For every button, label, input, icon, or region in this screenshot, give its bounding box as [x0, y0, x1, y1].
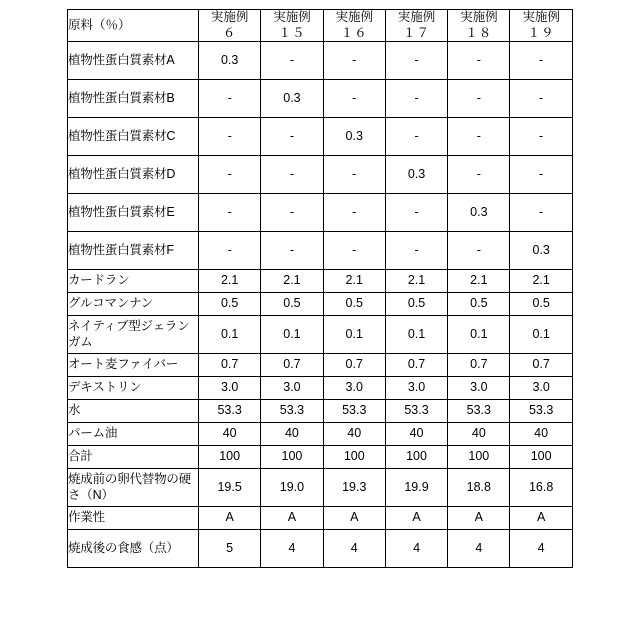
row-value: 40 [385, 423, 447, 446]
table-row [68, 354, 573, 377]
header-col-5-line1: 実施例 [460, 10, 498, 24]
row-value: - [510, 42, 572, 80]
row-value: 53.3 [199, 400, 261, 423]
row-value: 0.7 [385, 354, 447, 377]
row-value: 2.1 [448, 270, 510, 293]
row-label: 植物性蛋白質素材C [68, 118, 199, 156]
header-cell-col-4 [385, 10, 447, 42]
row-value: 53.3 [261, 400, 323, 423]
row-value: - [448, 42, 510, 80]
table-row [68, 316, 573, 354]
row-label: 作業性 [68, 507, 199, 530]
row-value: - [448, 80, 510, 118]
row-value: 100 [323, 446, 385, 469]
header-col-1-line2: ６ [222, 25, 237, 40]
row-value: - [385, 194, 447, 232]
row-value: 18.8 [448, 469, 510, 507]
row-label: 焼成前の卵代替物の硬さ（N） [68, 469, 199, 507]
row-value: 0.1 [448, 316, 510, 354]
row-value: A [385, 507, 447, 530]
row-value: - [261, 118, 323, 156]
row-label: 植物性蛋白質素材A [68, 42, 199, 80]
row-value: 100 [199, 446, 261, 469]
header-col-3-line1: 実施例 [335, 10, 373, 24]
table-row [68, 423, 573, 446]
row-value: 0.1 [323, 316, 385, 354]
header-cell-label: 原料（％） [68, 10, 199, 42]
row-value: - [448, 118, 510, 156]
row-value: 2.1 [199, 270, 261, 293]
row-value: - [199, 194, 261, 232]
row-value: - [323, 232, 385, 270]
row-value: - [385, 80, 447, 118]
row-value: 19.3 [323, 469, 385, 507]
table-header-row [68, 10, 573, 42]
row-value: 40 [323, 423, 385, 446]
row-value: - [448, 232, 510, 270]
table-row [68, 530, 573, 568]
row-value: 100 [385, 446, 447, 469]
row-value: - [323, 42, 385, 80]
header-col-1-line1: 実施例 [210, 10, 249, 24]
header-col-6-line2: １９ [527, 25, 555, 40]
row-value: 0.3 [448, 194, 510, 232]
row-value: 0.5 [448, 293, 510, 316]
row-label: 植物性蛋白質素材E [68, 194, 199, 232]
row-value: 40 [448, 423, 510, 446]
row-value: 4 [385, 530, 447, 568]
row-value: 2.1 [510, 270, 572, 293]
row-value: 3.0 [448, 377, 510, 400]
row-value: 0.7 [448, 354, 510, 377]
header-col-4-line1: 実施例 [397, 10, 436, 24]
row-value: 0.1 [199, 316, 261, 354]
row-value: - [323, 156, 385, 194]
row-value: 0.5 [199, 293, 261, 316]
table-row [68, 42, 573, 80]
header-col-4-line2: １７ [403, 25, 431, 40]
row-value: 5 [199, 530, 261, 568]
header-cell-col-1 [199, 10, 261, 42]
row-label: ネイティブ型ジェランガム [68, 316, 199, 354]
row-value: 3.0 [199, 377, 261, 400]
row-value: - [199, 232, 261, 270]
row-value: 0.7 [199, 354, 261, 377]
row-value: - [385, 118, 447, 156]
row-label: 合計 [68, 446, 199, 469]
row-value: 0.7 [510, 354, 572, 377]
row-value: - [261, 232, 323, 270]
table-row [68, 194, 573, 232]
row-value: - [199, 156, 261, 194]
table-row [68, 80, 573, 118]
row-label: デキストリン [68, 377, 199, 400]
row-value: 3.0 [385, 377, 447, 400]
table-row [68, 446, 573, 469]
row-value: A [199, 507, 261, 530]
row-label: パーム油 [68, 423, 199, 446]
table-row [68, 156, 573, 194]
row-value: A [323, 507, 385, 530]
row-value: - [385, 42, 447, 80]
row-value: 0.1 [510, 316, 572, 354]
header-cell-col-6 [510, 10, 572, 42]
row-value: 53.3 [448, 400, 510, 423]
row-value: 0.3 [323, 118, 385, 156]
row-value: - [385, 232, 447, 270]
row-value: A [261, 507, 323, 530]
row-label: 植物性蛋白質素材F [68, 232, 199, 270]
row-label: 植物性蛋白質素材D [68, 156, 199, 194]
row-value: 2.1 [385, 270, 447, 293]
row-value: 40 [261, 423, 323, 446]
row-label: 植物性蛋白質素材B [68, 80, 199, 118]
table-header [68, 10, 573, 42]
row-value: 3.0 [510, 377, 572, 400]
row-value: - [510, 194, 572, 232]
row-value: A [510, 507, 572, 530]
row-value: - [448, 156, 510, 194]
row-value: 0.5 [323, 293, 385, 316]
header-col-2-line1: 実施例 [273, 10, 311, 24]
row-label: グルコマンナン [68, 293, 199, 316]
row-value: A [448, 507, 510, 530]
row-value: - [510, 156, 572, 194]
row-label: 水 [68, 400, 199, 423]
row-value: - [199, 118, 261, 156]
row-label: 焼成後の食感（点） [68, 530, 199, 568]
row-value: 100 [510, 446, 572, 469]
row-value: 4 [448, 530, 510, 568]
row-value: 0.5 [510, 293, 572, 316]
row-value: 0.3 [510, 232, 572, 270]
row-value: 19.0 [261, 469, 323, 507]
row-value: 16.8 [510, 469, 572, 507]
header-col-2-line2: １５ [278, 25, 306, 40]
row-value: 19.5 [199, 469, 261, 507]
row-value: 3.0 [323, 377, 385, 400]
row-value: 0.1 [385, 316, 447, 354]
ingredient-formulation-table [67, 9, 573, 568]
row-value: 53.3 [323, 400, 385, 423]
table-row [68, 400, 573, 423]
row-value: - [323, 194, 385, 232]
row-value: 4 [510, 530, 572, 568]
row-value: - [199, 80, 261, 118]
row-value: 0.1 [261, 316, 323, 354]
row-label: オート麦ファイバー [68, 354, 199, 377]
header-col-3-line2: １６ [340, 25, 368, 40]
row-value: 0.5 [385, 293, 447, 316]
row-value: 2.1 [323, 270, 385, 293]
row-label: カードラン [68, 270, 199, 293]
row-value: 3.0 [261, 377, 323, 400]
row-value: 4 [261, 530, 323, 568]
header-col-6-line1: 実施例 [522, 10, 560, 24]
table-row [68, 377, 573, 400]
row-value: - [261, 42, 323, 80]
table-row [68, 507, 573, 530]
header-cell-col-5 [448, 10, 510, 42]
row-value: 2.1 [261, 270, 323, 293]
row-value: - [510, 118, 572, 156]
row-value: - [323, 80, 385, 118]
row-value: - [510, 80, 572, 118]
row-value: 0.3 [261, 80, 323, 118]
header-cell-col-2 [261, 10, 323, 42]
row-value: 4 [323, 530, 385, 568]
row-value: 40 [510, 423, 572, 446]
table-row [68, 293, 573, 316]
row-value: 0.7 [323, 354, 385, 377]
row-value: 53.3 [385, 400, 447, 423]
row-value: 0.5 [261, 293, 323, 316]
row-value: 53.3 [510, 400, 572, 423]
table-row [68, 270, 573, 293]
row-value: 0.3 [385, 156, 447, 194]
row-value: 100 [261, 446, 323, 469]
row-value: - [261, 156, 323, 194]
row-value: 0.7 [261, 354, 323, 377]
row-value: 0.3 [199, 42, 261, 80]
row-value: 19.9 [385, 469, 447, 507]
row-value: 40 [199, 423, 261, 446]
table-row [68, 469, 573, 507]
row-value: 100 [448, 446, 510, 469]
table-row [68, 118, 573, 156]
table-body [68, 42, 573, 568]
header-cell-col-3 [323, 10, 385, 42]
row-value: - [261, 194, 323, 232]
table-row [68, 232, 573, 270]
header-col-5-line2: １８ [465, 25, 493, 40]
